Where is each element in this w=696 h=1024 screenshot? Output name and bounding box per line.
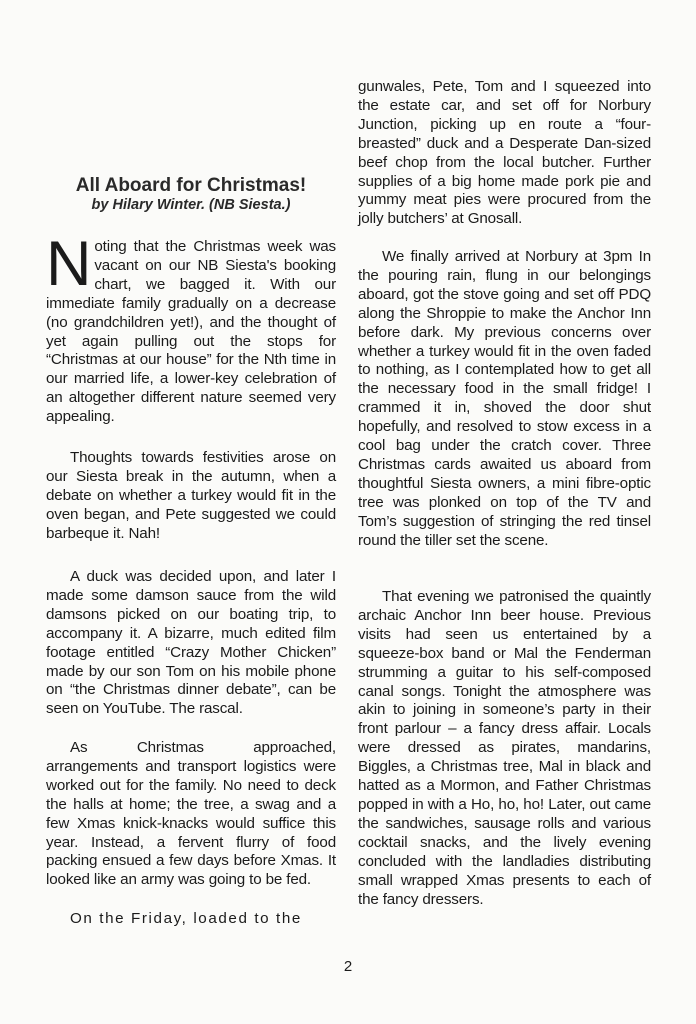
article-title: All Aboard for Christmas! [75, 175, 307, 196]
paragraph-7: That evening we patronised the quaintly archaic Anchor Inn beer house. Previous visits had seen us entertained by a squeeze-box band or Mal the Fenderman strumming a guitar to his self-composed canal songs. Tonight the atmosphere was akin to joining in someone’s party in their front parlour – a fancy dress affair. Locals were dressed as pirates, mandarins, Biggles, a Christmas tree, Mal in black and hatted as a Mormon, and Father Christmas popped in with a Ho, ho, ho! Later, out came the sandwiches, sausage rolls and various cocktail snacks, and the lively evening concluded with the landladies distributing small wrapped Xmas presents to each of the fancy dressers. [358, 588, 651, 908]
paragraph-1 [46, 229, 336, 427]
page-number: 2 [343, 958, 353, 975]
paragraph-5-start: On the Friday, loaded to the [70, 910, 302, 927]
paragraph-6: We finally arrived at Norbury at 3pm In the pouring rain, flung in our belongings aboard, got the stove going and set off PDQ along the Shroppie to make the Anchor Inn before dark. My previous concerns over whether a turkey would fit in the oven faded to nothing, as I contemplated how to get all the necessary food in the small fridge! I crammed it in, shoved the door shut hopefully, and resolved to stow excess in a cool bag under the cratch cover. Three Christmas cards awaited us aboard from thoughtful Siesta owners, a mini fibre-optic tree was plonked on top of the TV and Tom’s suggestion of stringing the red tinsel round the tiller set the scene. [358, 248, 651, 549]
paragraph-3: A duck was decided upon, and later I made some damson sauce from the wild damsons picked on our boating trip, to accompany it. A bizarre, much edited film footage entitled “Crazy Mother Chicken” made by our son Tom on his mobile phone on “the Christmas dinner debate”, can be seen on YouTube. The rascal. [46, 568, 336, 718]
paragraph-5-continued: gunwales, Pete, Tom and I squeezed into the estate car, and set off for Norbury Junction, picking up en route a “four-breasted” duck and a Desperate Dan-sized beef chop from the local butcher. Further supplies of a big home made pork pie and yummy meat pies were procured from the jolly butchers’ at Gnosall. [358, 78, 651, 228]
article-byline: by Hilary Winter. (NB Siesta.) [91, 197, 291, 213]
drop-cap: N [46, 229, 92, 299]
paragraph-4: As Christmas approached, arrangements and transport logistics were worked out for the family. No need to deck the halls at home; the tree, a swag and a few Xmas knick-knacks would suffice this year. Instead, a fervent flurry of food packing ensued a few days before Xmas. It looked like an army was going to be fed. [46, 739, 336, 889]
paragraph-1-text: oting that the Christmas week was vacant on our NB Siesta's booking chart, we bagged it. With our immediate family gradually on a decrease (no grandchildren yet!), and the thought of yet again pulling out the stops for “Christmas at our house” for the Nth time in our married life, a lower-key celebration of an altogether different nature seemed very appealing. [46, 238, 336, 426]
paragraph-2: Thoughts towards festivities arose on our Siesta break in the autumn, when a debate on whether a turkey would fit in the oven began, and Pete suggested we could barbeque it. Nah! [46, 449, 336, 542]
